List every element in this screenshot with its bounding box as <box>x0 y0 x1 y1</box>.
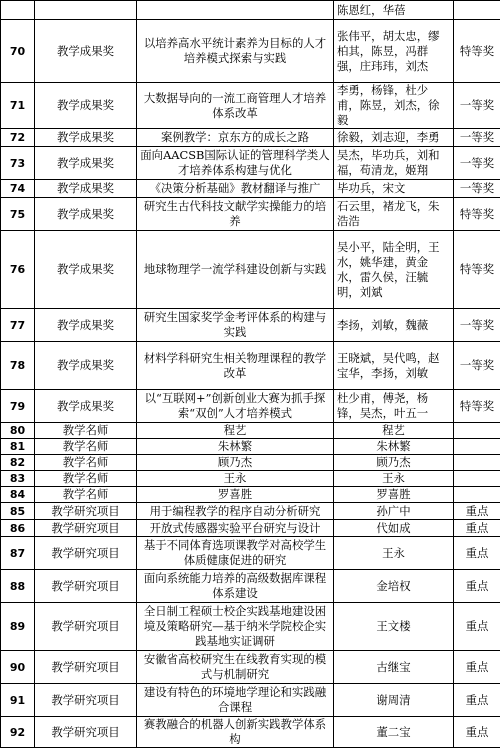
people-cell: 程艺 <box>334 423 454 439</box>
people-cell: 王永 <box>334 471 454 487</box>
row-number: 80 <box>1 423 35 439</box>
level-cell <box>454 439 500 455</box>
level-cell: 重点 <box>454 570 500 603</box>
category-cell <box>35 1 137 20</box>
level-cell: 一等奖 <box>454 147 500 180</box>
title-cell: 地球物理学一流学科建设创新与实践 <box>137 231 334 309</box>
row-number: 90 <box>1 651 35 684</box>
people-cell: 毕功兵，宋文 <box>334 180 454 198</box>
table-row <box>1 651 500 684</box>
title-cell: 安徽省高校研究生在线教育实现的模式与机制研究 <box>137 651 334 684</box>
level-cell: 一等奖 <box>454 129 500 147</box>
level-cell: 一等奖 <box>454 83 500 129</box>
people-cell: 王晓斌，吴代鸣，赵宝华，李扬，刘敏 <box>334 342 454 390</box>
title-cell: 程艺 <box>137 423 334 439</box>
level-cell <box>454 1 500 20</box>
category-cell: 教学名师 <box>35 455 137 471</box>
people-cell: 吴小平，陆全明，王水，姚华建，黄金水，雷久侯，汪毓明，刘斌 <box>334 231 454 309</box>
row-number: 87 <box>1 537 35 570</box>
category-cell: 教学名师 <box>35 471 137 487</box>
level-cell: 一等奖 <box>454 180 500 198</box>
category-cell: 教学名师 <box>35 423 137 439</box>
people-cell: 金培权 <box>334 570 454 603</box>
people-cell: 张伟平，胡太忠，缪柏其，陈昱，冯群强，庄玮玮，刘杰 <box>334 20 454 83</box>
table-row <box>1 503 500 520</box>
people-cell: 董二宝 <box>334 717 454 748</box>
title-cell: 研究生古代科技文献学实操能力的培养 <box>137 198 334 231</box>
title-cell: 罗喜胜 <box>137 487 334 503</box>
level-cell: 重点 <box>454 537 500 570</box>
row-number: 88 <box>1 570 35 603</box>
category-cell: 教学成果奖 <box>35 147 137 180</box>
level-cell: 重点 <box>454 651 500 684</box>
category-cell: 教学成果奖 <box>35 231 137 309</box>
level-cell: 特等奖 <box>454 231 500 309</box>
category-cell: 教学成果奖 <box>35 180 137 198</box>
table-row <box>1 603 500 651</box>
title-cell: 基于不同体育选项课教学对高校学生体质健康促进的研究 <box>137 537 334 570</box>
row-number: 72 <box>1 129 35 147</box>
row-number: 70 <box>1 20 35 83</box>
row-number: 71 <box>1 83 35 129</box>
people-cell: 王文楼 <box>334 603 454 651</box>
table-row <box>1 520 500 537</box>
level-cell: 特等奖 <box>454 390 500 423</box>
table-row <box>1 1 500 20</box>
people-cell: 陈恩红，华蓓 <box>334 1 454 20</box>
title-cell: 建设有特色的环境地学理论和实践融合课程 <box>137 684 334 717</box>
people-cell: 李扬，刘敏，魏薇 <box>334 309 454 342</box>
category-cell: 教学名师 <box>35 487 137 503</box>
level-cell: 特等奖 <box>454 198 500 231</box>
level-cell <box>454 487 500 503</box>
table-row <box>1 423 500 439</box>
row-number: 89 <box>1 603 35 651</box>
row-number: 91 <box>1 684 35 717</box>
title-cell: 朱林繁 <box>137 439 334 455</box>
level-cell: 重点 <box>454 684 500 717</box>
row-number: 81 <box>1 439 35 455</box>
category-cell: 教学研究项目 <box>35 717 137 748</box>
title-cell: 开放式传感器实验平台研究与设计 <box>137 520 334 537</box>
people-cell: 谢周清 <box>334 684 454 717</box>
table-row <box>1 471 500 487</box>
title-cell: 面向系统能力培养的高级数据库课程体系建设 <box>137 570 334 603</box>
people-cell: 代如成 <box>334 520 454 537</box>
awards-table-body <box>1 1 500 748</box>
category-cell: 教学成果奖 <box>35 390 137 423</box>
row-number: 76 <box>1 231 35 309</box>
table-row <box>1 684 500 717</box>
row-number: 74 <box>1 180 35 198</box>
row-number <box>1 1 35 20</box>
table-row <box>1 309 500 342</box>
table-row <box>1 231 500 309</box>
row-number: 85 <box>1 503 35 520</box>
table-row <box>1 717 500 748</box>
title-cell: 面向AACSB国际认证的管理科学类人才培养体系构建与优化 <box>137 147 334 180</box>
people-cell: 古继宝 <box>334 651 454 684</box>
category-cell: 教学成果奖 <box>35 83 137 129</box>
table-row <box>1 455 500 471</box>
table-row <box>1 180 500 198</box>
row-number: 83 <box>1 471 35 487</box>
title-cell: 顾乃杰 <box>137 455 334 471</box>
people-cell: 朱林繁 <box>334 439 454 455</box>
level-cell <box>454 455 500 471</box>
category-cell: 教学成果奖 <box>35 20 137 83</box>
title-cell: 大数据导向的一流工商管理人才培养体系改革 <box>137 83 334 129</box>
people-cell: 石云里，褚龙飞，朱浩浩 <box>334 198 454 231</box>
row-number: 86 <box>1 520 35 537</box>
title-cell: 案例教学：京东方的成长之路 <box>137 129 334 147</box>
row-number: 92 <box>1 717 35 748</box>
table-row <box>1 439 500 455</box>
level-cell: 重点 <box>454 503 500 520</box>
table-row <box>1 20 500 83</box>
level-cell: 一等奖 <box>454 342 500 390</box>
category-cell: 教学名师 <box>35 439 137 455</box>
category-cell: 教学研究项目 <box>35 651 137 684</box>
row-number: 82 <box>1 455 35 471</box>
level-cell <box>454 471 500 487</box>
category-cell: 教学研究项目 <box>35 503 137 520</box>
title-cell: 王永 <box>137 471 334 487</box>
people-cell: 罗喜胜 <box>334 487 454 503</box>
table-row <box>1 487 500 503</box>
title-cell: 《决策分析基础》教材翻译与推广 <box>137 180 334 198</box>
row-number: 73 <box>1 147 35 180</box>
people-cell: 杜少甫，傅尧，杨锋，吴杰，叶五一 <box>334 390 454 423</box>
row-number: 78 <box>1 342 35 390</box>
table-row <box>1 390 500 423</box>
table-row <box>1 198 500 231</box>
category-cell: 教学成果奖 <box>35 342 137 390</box>
people-cell: 徐毅，刘志迎，李勇 <box>334 129 454 147</box>
category-cell: 教学研究项目 <box>35 684 137 717</box>
people-cell: 吴杰，毕功兵，刘和福，苟清龙，姬翔 <box>334 147 454 180</box>
row-number: 77 <box>1 309 35 342</box>
category-cell: 教学研究项目 <box>35 603 137 651</box>
level-cell <box>454 423 500 439</box>
title-cell <box>137 1 334 20</box>
row-number: 79 <box>1 390 35 423</box>
row-number: 84 <box>1 487 35 503</box>
category-cell: 教学成果奖 <box>35 309 137 342</box>
people-cell: 王永 <box>334 537 454 570</box>
category-cell: 教学研究项目 <box>35 537 137 570</box>
title-cell: 以培养高水平统计素养为目标的人才培养模式探索与实践 <box>137 20 334 83</box>
title-cell: 用于编程教学的程序自动分析研究 <box>137 503 334 520</box>
title-cell: 赛教融合的机器人创新实践教学体系构 <box>137 717 334 748</box>
category-cell: 教学成果奖 <box>35 129 137 147</box>
table-row <box>1 537 500 570</box>
people-cell: 孙广中 <box>334 503 454 520</box>
title-cell: 研究生国家奖学金考评体系的构建与实践 <box>137 309 334 342</box>
level-cell: 一等奖 <box>454 309 500 342</box>
table-row <box>1 570 500 603</box>
row-number: 75 <box>1 198 35 231</box>
title-cell: 以“互联网+”创新创业大赛为抓手探索“双创”人才培养模式 <box>137 390 334 423</box>
level-cell: 重点 <box>454 520 500 537</box>
table-row <box>1 129 500 147</box>
table-row <box>1 83 500 129</box>
level-cell: 特等奖 <box>454 20 500 83</box>
title-cell: 材料学科研究生相关物理课程的教学改革 <box>137 342 334 390</box>
category-cell: 教学研究项目 <box>35 570 137 603</box>
level-cell: 重点 <box>454 717 500 748</box>
people-cell: 顾乃杰 <box>334 455 454 471</box>
level-cell: 重点 <box>454 603 500 651</box>
table-row <box>1 342 500 390</box>
table-row <box>1 147 500 180</box>
category-cell: 教学研究项目 <box>35 520 137 537</box>
category-cell: 教学成果奖 <box>35 198 137 231</box>
people-cell: 李勇，杨锋，杜少甫，陈昱，刘杰，徐毅 <box>334 83 454 129</box>
title-cell: 全日制工程硕士校企实践基地建设困境及策略研究—基于纳米学院校企实践基地实证调研 <box>137 603 334 651</box>
